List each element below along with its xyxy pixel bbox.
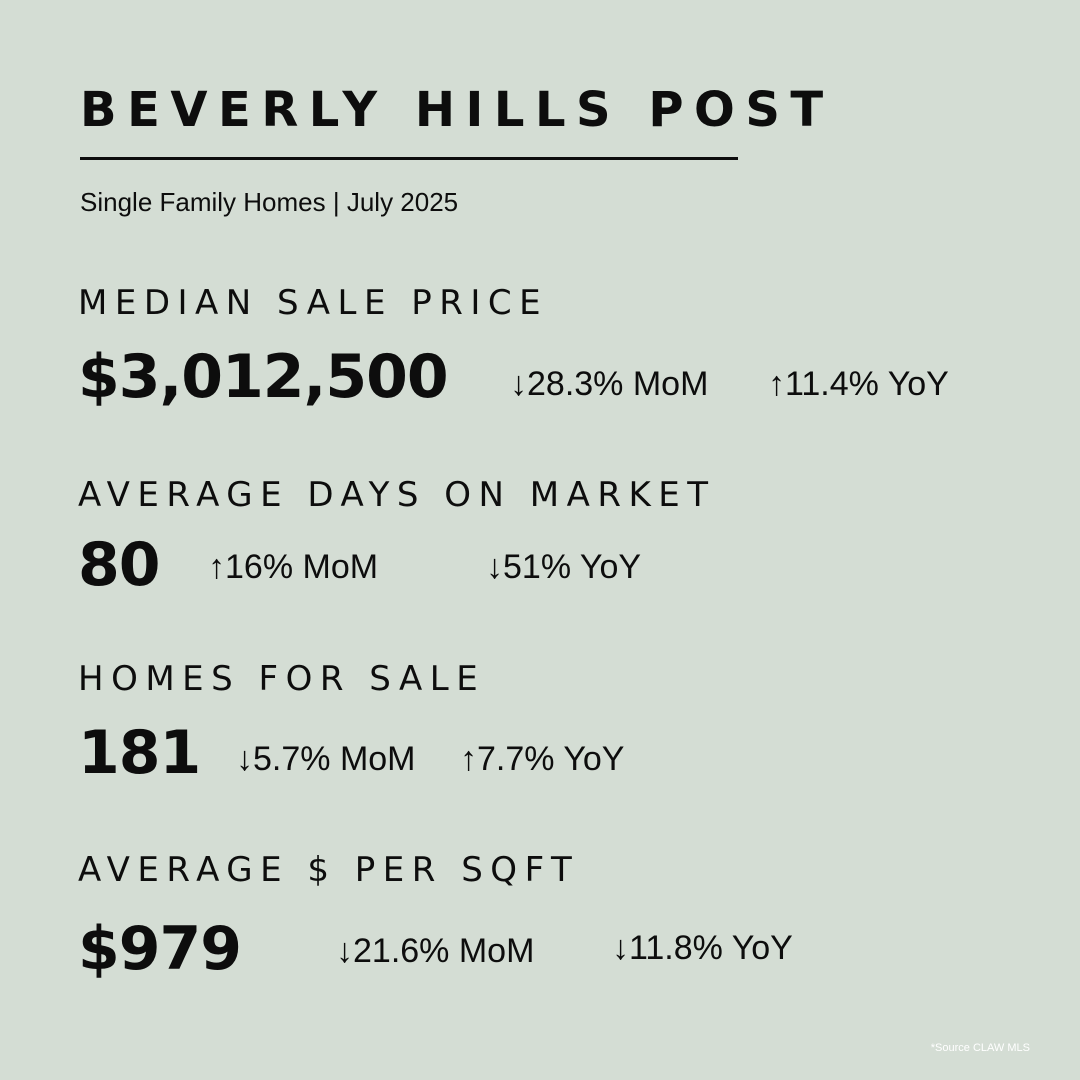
page-subtitle: Single Family Homes | July 2025 [80,187,459,217]
metric-value-median-sale-price: $3,012,500 [78,342,448,412]
metric-yoy-median-sale-price: ↑11.4% YoY [768,365,949,403]
metric-yoy-average-price-per-sqft: ↓11.8% YoY [612,929,793,967]
metric-mom-median-sale-price: ↓28.3% MoM [510,365,709,403]
metric-label-median-sale-price: MEDIAN SALE PRICE [78,283,549,323]
metric-yoy-homes-for-sale: ↑7.7% YoY [460,740,625,778]
metric-value-homes-for-sale: 181 [78,718,201,788]
metric-label-homes-for-sale: HOMES FOR SALE [78,659,486,699]
page-title: BEVERLY HILLS POST [80,82,834,138]
metric-mom-average-price-per-sqft: ↓21.6% MoM [336,932,535,970]
metric-label-average-price-per-sqft: AVERAGE $ PER SQFT [78,850,580,890]
title-divider [80,157,738,160]
metric-yoy-average-days-on-market: ↓51% YoY [486,548,642,586]
metric-value-average-days-on-market: 80 [78,530,160,600]
metric-mom-homes-for-sale: ↓5.7% MoM [236,740,416,778]
metric-label-average-days-on-market: AVERAGE DAYS ON MARKET [78,475,716,515]
metric-mom-average-days-on-market: ↑16% MoM [208,548,379,586]
source-note: *Source CLAW MLS [930,1042,1030,1054]
metric-value-average-price-per-sqft: $979 [78,914,241,984]
